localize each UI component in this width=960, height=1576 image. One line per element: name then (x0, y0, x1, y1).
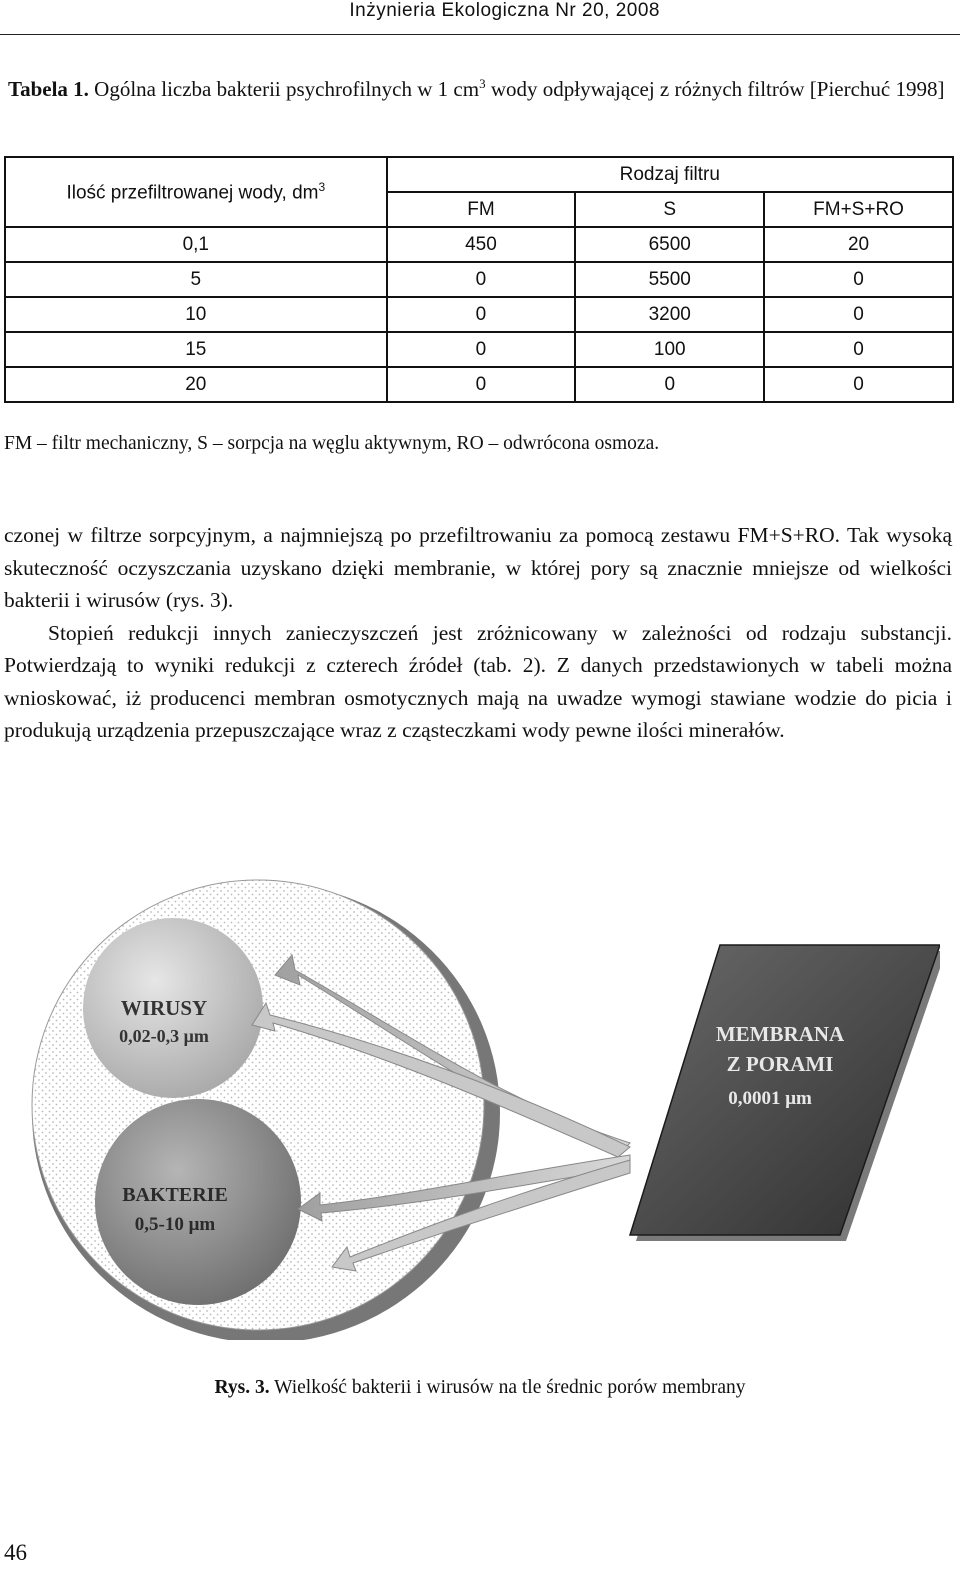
table-cell: 20 (5, 367, 387, 402)
column-header-s: S (575, 192, 764, 227)
table-cell: 15 (5, 332, 387, 367)
page-number: 46 (4, 1540, 27, 1565)
table-cell: 0 (764, 367, 953, 402)
membrane-pore-size: 0,0001 μm (728, 1088, 812, 1109)
figure-illustration (30, 875, 940, 1340)
table-row (5, 297, 953, 332)
table-cell: 0 (764, 297, 953, 332)
bacteria-count-table (4, 156, 954, 403)
membrane-label-2: Z PORAMI (726, 1052, 834, 1076)
table-cell: 0 (387, 367, 576, 402)
filter-type-header: Rodzaj filtru (387, 157, 953, 192)
table-row (5, 332, 953, 367)
table-cell: 5500 (575, 262, 764, 297)
bacteria-label: BAKTERIE (122, 1184, 228, 1206)
virus-size: 0,02-0,3 μm (119, 1026, 209, 1046)
table-row (5, 227, 953, 262)
body-text (4, 519, 952, 747)
column-header-fm-s-ro: FM+S+RO (764, 192, 953, 227)
table-caption-text-cont: wody odpływającej z różnych filtrów [Pierchuć 1998] (485, 77, 945, 101)
table-cell: 5 (5, 262, 387, 297)
table-cell: 3200 (575, 297, 764, 332)
table-cell: 450 (387, 227, 576, 262)
figure-pore-size-diagram (30, 875, 940, 1340)
paragraph: Stopień redukcji innych zanieczyszczeń jest zróżnicowany w zależności od rodzaju substancji. Potwierdzają to wyniki redukcji z czterech źródeł (tab. 2). Z danych przedstawionych w tabeli można wnioskować, iż producenci membran osmotycznych mają na uwadze wymogi stawiane wodzie do picia i produkują urządzenia przepuszczające wraz z cząsteczkami wody pewne ilości minerałów. (4, 620, 952, 742)
figure-caption (0, 1377, 960, 1399)
journal-title: Inżynieria Ekologiczna Nr 20, 2008 (349, 0, 660, 21)
table-caption (8, 68, 953, 105)
table-caption-superscript: 3 (479, 76, 486, 91)
table-row (5, 262, 953, 297)
table-cell: 0,1 (5, 227, 387, 262)
table-footnote: FM – filtr mechaniczny, S – sorpcja na węglu aktywnym, RO – odwrócona osmoza. (4, 433, 660, 454)
table-header-row (5, 157, 953, 192)
table-cell: 0 (764, 262, 953, 297)
figure-caption-text: Wielkość bakterii i wirusów na tle średnic porów membrany (269, 1377, 746, 1398)
table-cell: 6500 (575, 227, 764, 262)
bacteria-size: 0,5-10 μm (134, 1214, 216, 1235)
paragraph: czonej w filtrze sorpcyjnym, a najmniejszą po przefiltrowaniu za pomocą zestawu FM+S+RO. Tak wysoką skuteczność oczyszczania uzyskano dzięki membranie, w której pory są znacznie mniejsze od wielkości bakterii i wirusów (rys. 3). (4, 523, 952, 612)
running-header (0, 0, 960, 35)
table-cell: 0 (387, 262, 576, 297)
table-cell: 10 (5, 297, 387, 332)
column-header-fm: FM (387, 192, 576, 227)
table-cell: 20 (764, 227, 953, 262)
row-header-superscript: 3 (318, 179, 326, 194)
table-cell: 0 (764, 332, 953, 367)
table-caption-label: Tabela 1. (8, 77, 89, 101)
table-row (5, 367, 953, 402)
table-cell: 0 (387, 297, 576, 332)
table-cell: 100 (575, 332, 764, 367)
table-cell: 0 (575, 367, 764, 402)
membrane-label: MEMBRANA (715, 1022, 845, 1046)
row-header-cell (5, 157, 387, 227)
table-cell: 0 (387, 332, 576, 367)
virus-label: WIRUSY (120, 996, 208, 1020)
row-header-label: Ilość przefiltrowanej wody, dm (66, 182, 319, 204)
figure-caption-label: Rys. 3. (214, 1377, 270, 1398)
table-caption-text: Ogólna liczba bakterii psychrofilnych w 1 cm (88, 77, 480, 101)
